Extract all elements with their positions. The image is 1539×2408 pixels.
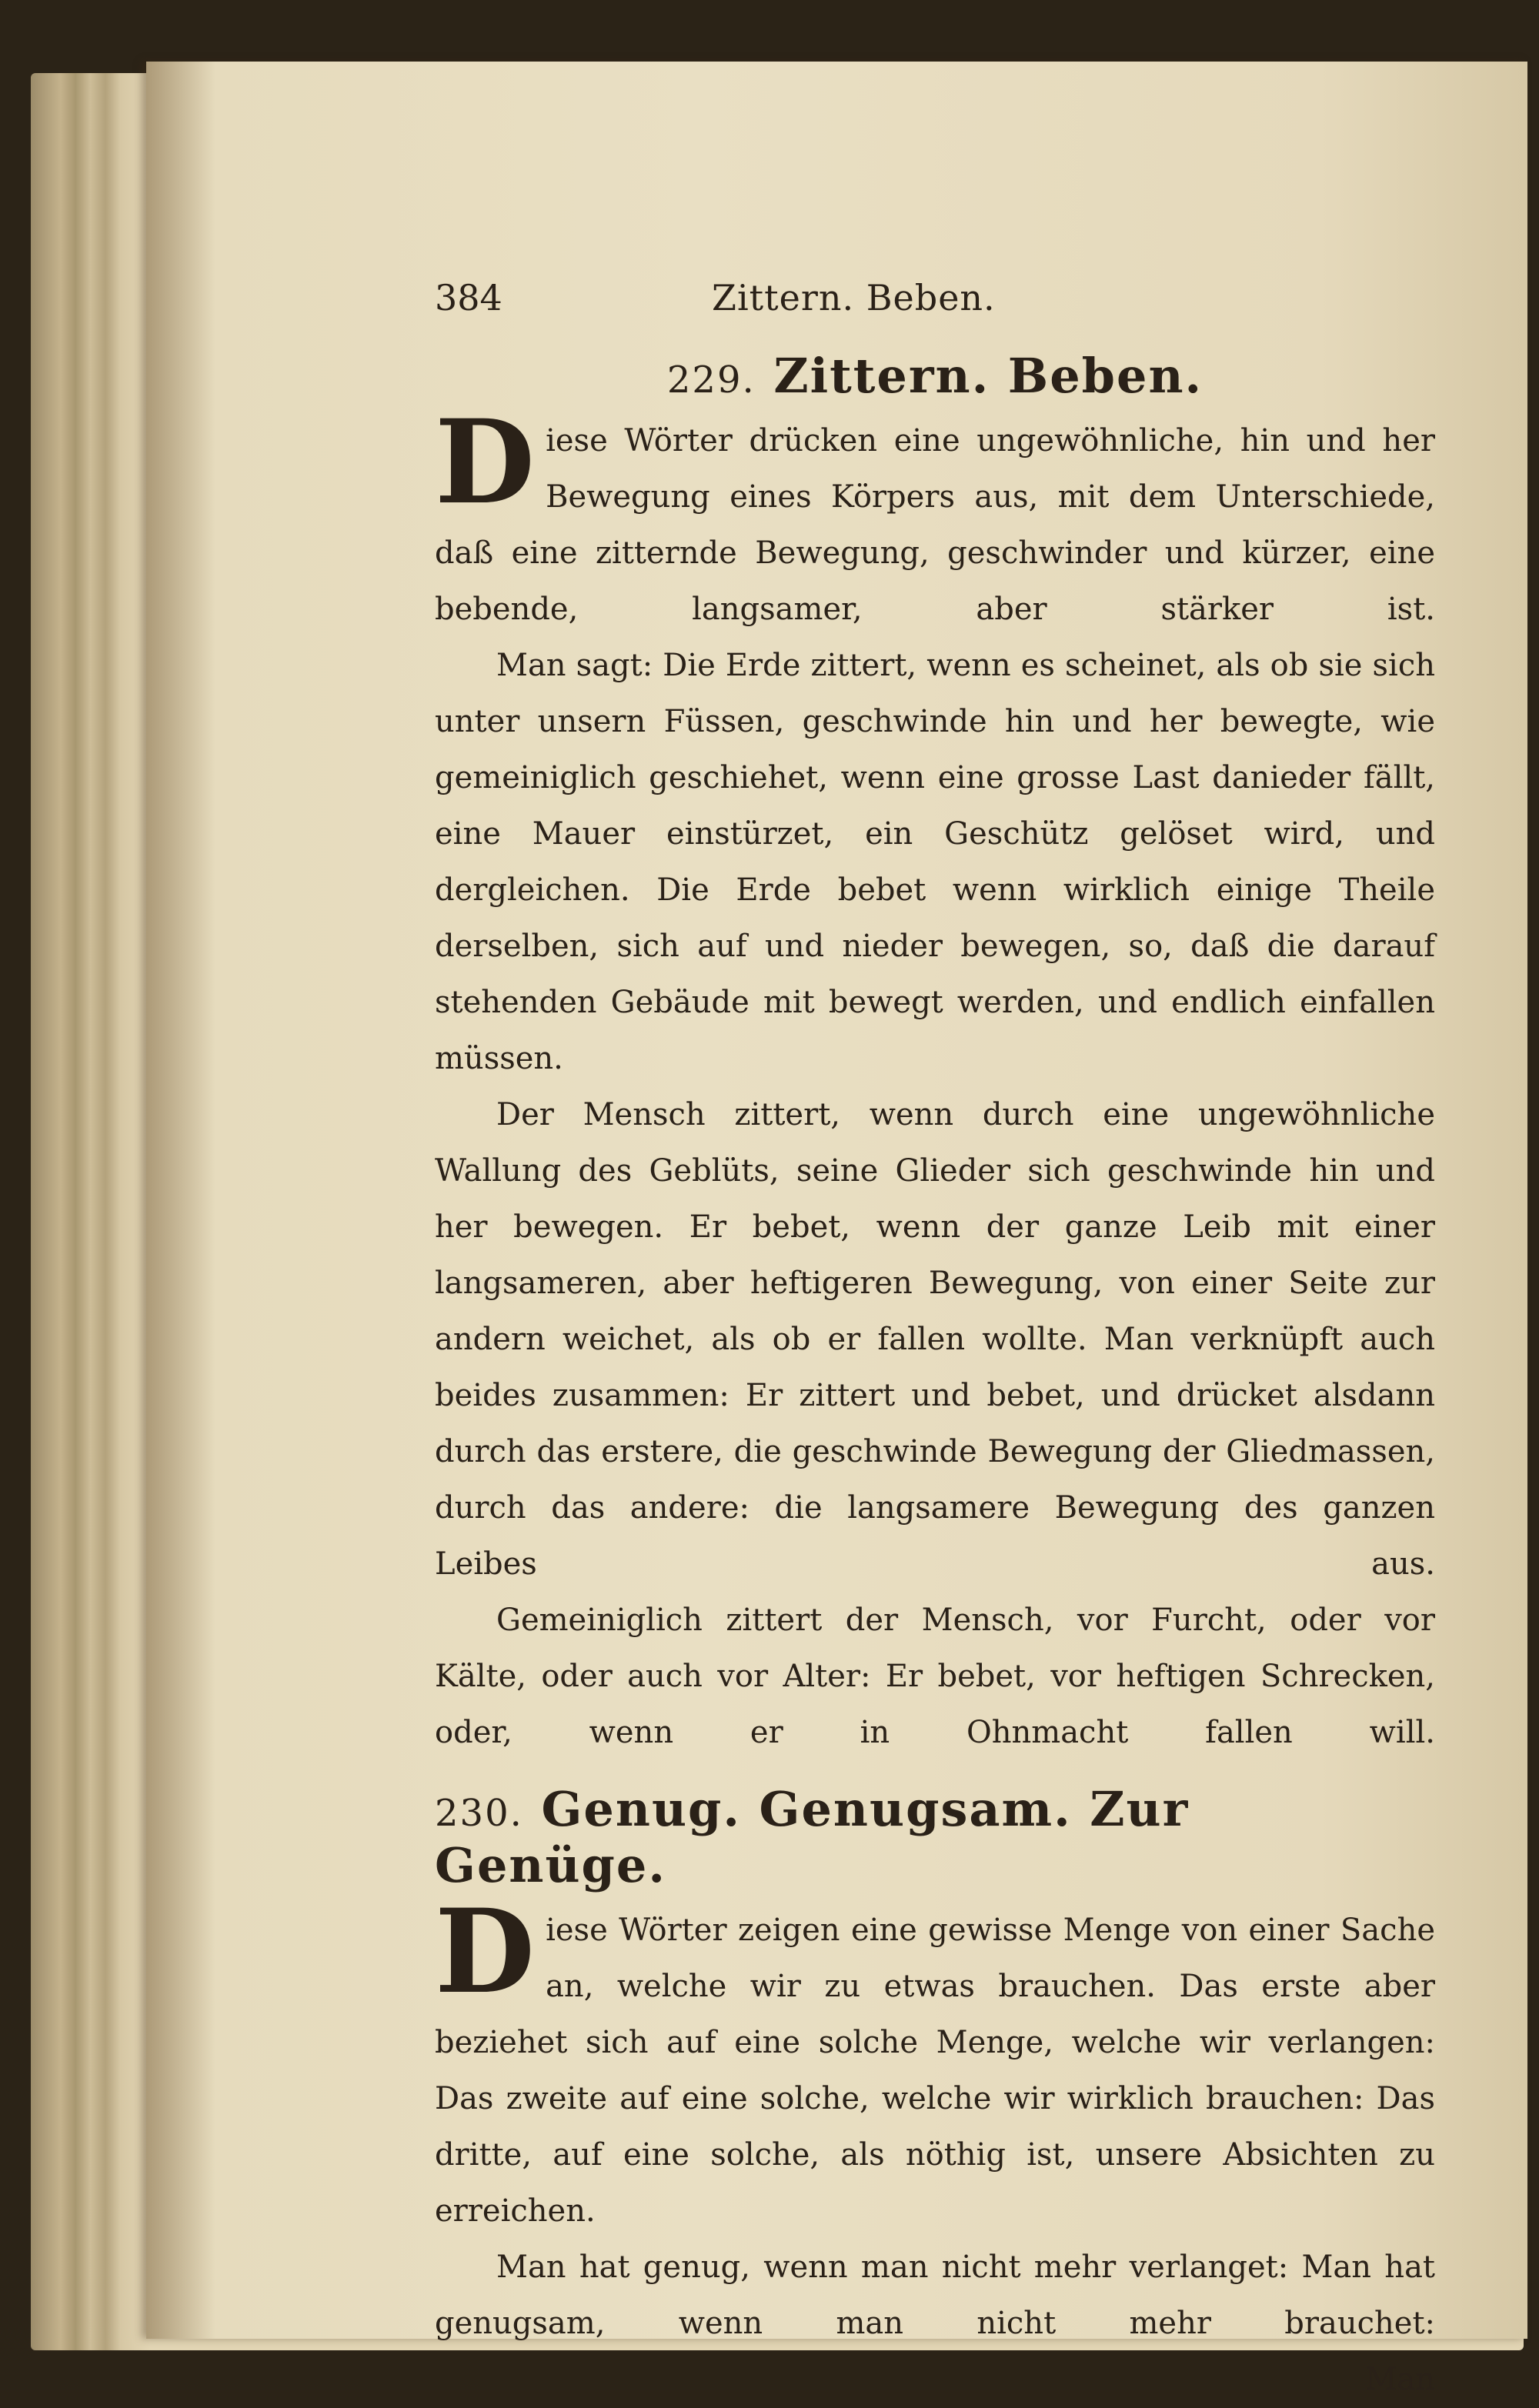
entry-229-heading xyxy=(435,348,1435,404)
entry-229-paragraph-1-text: iese Wörter drücken eine ungewöhnliche, hin und her Bewegung eines Körpers aus, mit dem Unterschiede, daß eine zitternde Bewegung, geschwinder und kürzer, eine bebende, langsamer, aber stärker ist. xyxy=(435,423,1435,627)
entry-229-paragraph-1 xyxy=(435,395,1435,638)
entry-229-paragraph-4: Gemeiniglich zittert der Mensch, vor Furcht, oder vor Kälte, oder auch vor Alter: Er bebet, vor heftigen Schrecken, oder, wenn er in Ohnmacht fallen will. xyxy=(435,1603,1435,1750)
page-number: 384 xyxy=(435,277,502,319)
drop-cap: D xyxy=(435,1884,536,2019)
entry-229-paragraph-3: Der Mensch zittert, wenn durch eine ungewöhnliche Wallung des Geblüts, seine Glieder sich geschwinde hin und her bewegen. Er bebet, wenn der ganze Leib mit einer langsameren, aber heftigeren Bewegung, von einer Seite zur andern weichet, als ob er fallen wollte. Man verknüpft auch beides zusammen: Er zittert und bebet, und drücket alsdann durch das erstere, die geschwinde Bewegung der Gliedmassen, durch das andere: die langsamere Bewegung des ganzen Leibes aus. xyxy=(435,1097,1435,1582)
running-title: Zittern. Beben. xyxy=(712,277,996,319)
entry-229-paragraph-2: Man sagt: Die Erde zittert, wenn es scheinet, als ob sie sich unter unsern Füssen, geschwinde hin und her bewegte, wie gemeiniglich geschiehet, wenn eine grosse Last danieder fällt, eine Mauer einstürzet, ein Geschütz gelöset wird, und dergleichen. Die Erde bebet wenn wirklich einige Theile derselben, sich auf und nieder bewegen, so, daß die darauf stehenden Gebäude mit bewegt werden, und endlich einfallen müssen. xyxy=(435,648,1435,1076)
gutter-shadow xyxy=(146,62,215,2339)
entry-229-title: Zittern. Beben. xyxy=(773,348,1203,404)
entry-230-title: Genug. Genugsam. Zur Genüge. xyxy=(435,1781,1190,1893)
entry-230-number: 230. xyxy=(435,1792,523,1835)
running-head xyxy=(435,262,1435,331)
catchword: Man xyxy=(1365,2362,1435,2397)
entry-230-paragraph-1 xyxy=(435,1884,1435,2240)
entry-230-paragraph-2: Man hat genug, wenn man nicht mehr verlanget: Man hat genugsam, wenn man nicht mehr brauchet: xyxy=(435,2250,1435,2341)
entry-230-heading xyxy=(435,1781,1435,1893)
drop-cap: D xyxy=(435,395,536,530)
entry-230-paragraph-1-text: iese Wörter zeigen eine gewisse Menge von einer Sache an, welche wir zu etwas brauchen. Das erste aber beziehet sich auf eine solche Menge, welche wir verlangen: Das zweite auf eine solche, welche wir wirklich brauchen: Das dritte, auf eine solche, als nöthig ist, unsere Absichten zu erreichen. xyxy=(435,1913,1435,2229)
text-block xyxy=(435,262,1435,2408)
entry-229-number: 229. xyxy=(666,359,756,402)
